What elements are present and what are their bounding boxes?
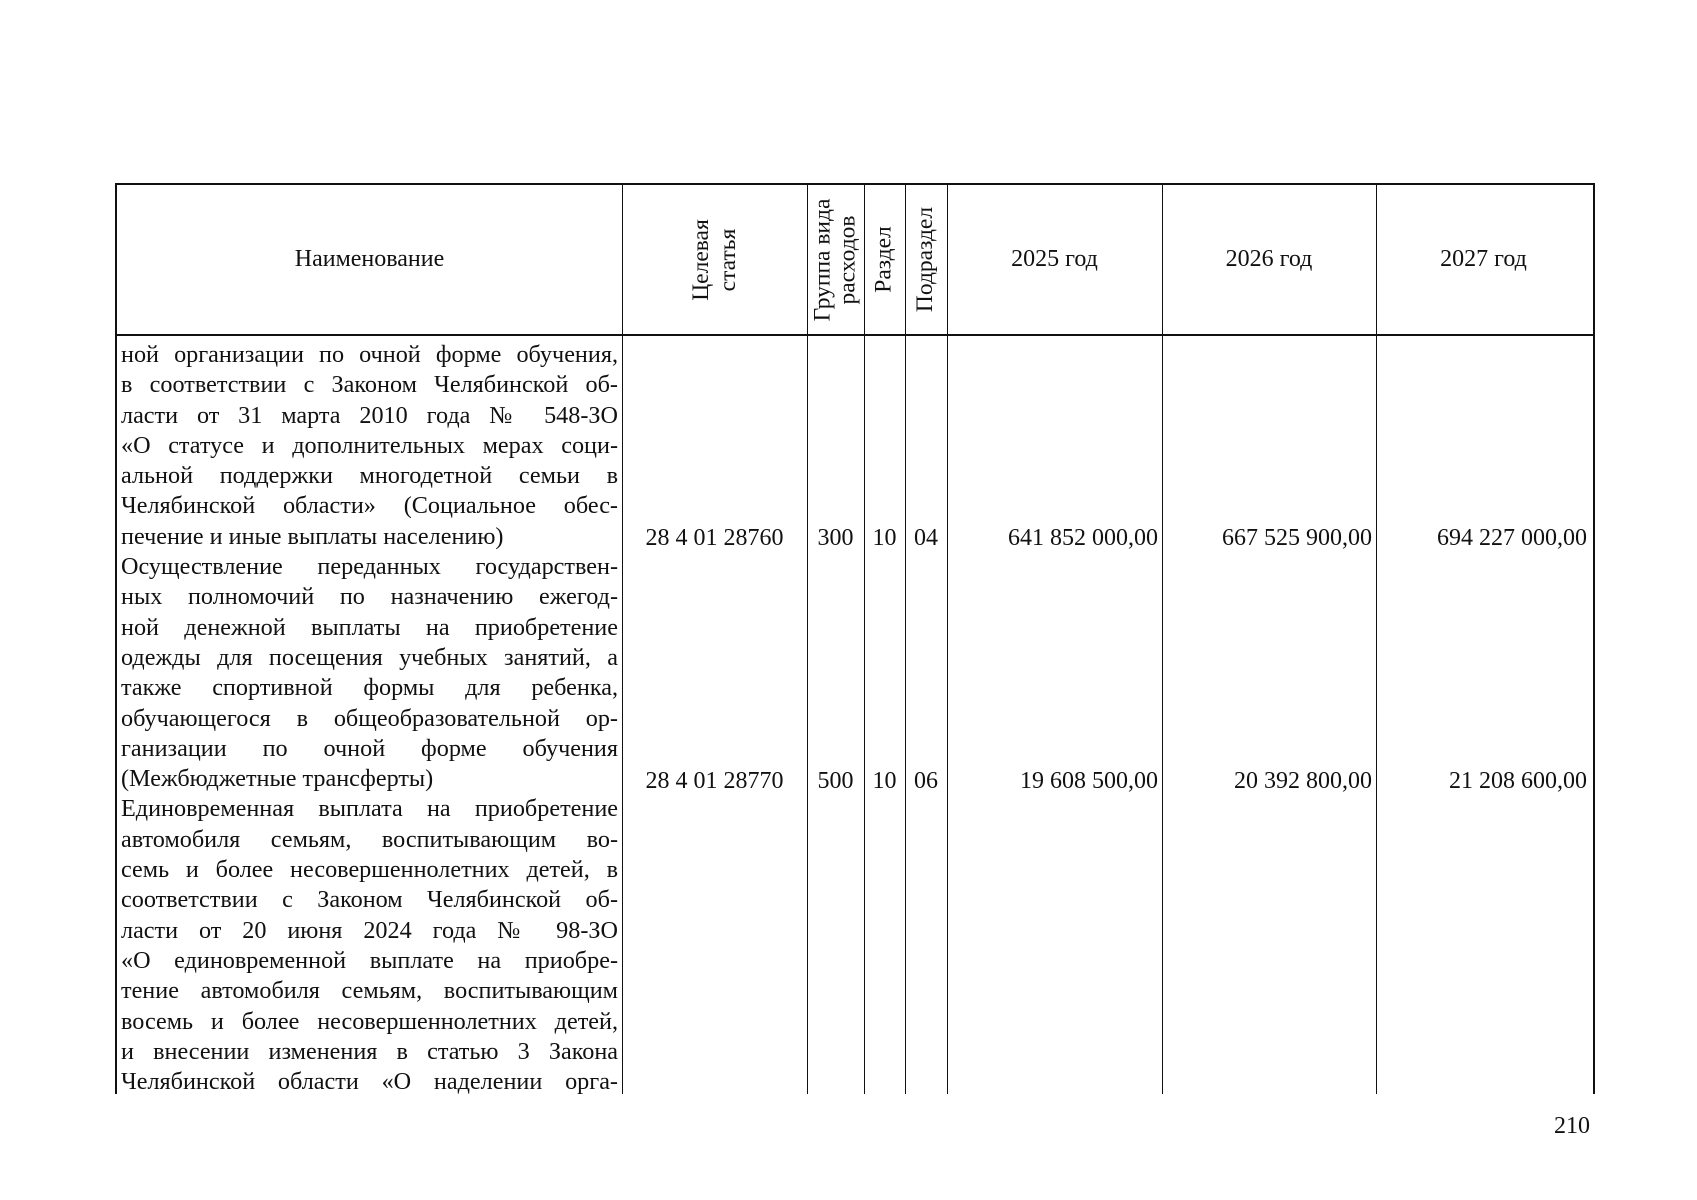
header-2027 (1376, 185, 1591, 334)
row-name-line: тение автомобиля семьям, воспитывающим (121, 977, 618, 1005)
row-name-line: Челябинской области» (Социальное обес- (121, 492, 618, 520)
row-name-line: Челябинской области «О наделении орга- (121, 1068, 618, 1096)
row1-section: 10 (872, 525, 897, 551)
row-name-line: печение и иные выплаты населению) (121, 522, 504, 550)
row-name-line: в соответствии с Законом Челябинской об- (121, 371, 618, 399)
header-name (117, 185, 622, 334)
header-target-article-line2: статья (714, 228, 741, 291)
row-name-line: автомобиля семьям, воспитывающим во- (121, 825, 618, 853)
header-subsection (905, 185, 947, 334)
header-2025 (947, 185, 1162, 334)
header-section (864, 185, 905, 334)
row-name-line: и внесении изменения в статью 3 Закона (121, 1037, 618, 1065)
row-name-line: ласти от 31 марта 2010 года № 548-ЗО (121, 401, 618, 429)
page-number: 210 (1554, 1113, 1590, 1139)
row2-subsection: 06 (914, 768, 938, 794)
header-expense-group-line2: расходов (834, 214, 861, 305)
header-expense-group (807, 185, 864, 334)
row-name-line: (Межбюджетные трансферты) (121, 765, 434, 793)
budget-table (115, 183, 1595, 1094)
row-name-line: «О статусе и дополнительных мерах соци- (121, 431, 618, 459)
row-name-line: семь и более несовершеннолетних детей, в (121, 856, 618, 884)
row-name-line: ных полномочий по назначению ежегод- (121, 583, 618, 611)
row1-target-article: 28 4 01 28760 (645, 525, 784, 551)
header-divider (117, 334, 1593, 336)
row-name-line: Осуществление переданных государствен- (121, 553, 618, 581)
row-name-line: восемь и более несовершеннолетних детей, (121, 1007, 618, 1035)
header-2026 (1162, 185, 1376, 334)
row-name-line: соответствии с Законом Челябинской об- (121, 886, 618, 914)
header-subsection-label: Подраздел (912, 206, 939, 313)
header-expense-group-line1: Группа вида (809, 198, 836, 321)
row1-2025: 641 852 000,00 (1008, 525, 1158, 551)
row-name-line: ласти от 20 июня 2024 года № 98-ЗО (121, 916, 618, 944)
row-name-2 (117, 552, 622, 794)
row-name-1 (117, 340, 622, 552)
header-target-article-line1: Целевая (687, 218, 714, 301)
row-name-line: обучающегося в общеобразовательной ор- (121, 704, 618, 732)
row2-section: 10 (872, 768, 897, 794)
header-2025-label: 2025 год (1011, 246, 1098, 272)
row1-2027: 694 227 000,00 (1437, 525, 1587, 551)
row2-expense-group: 500 (817, 768, 854, 794)
row2-2026: 20 392 800,00 (1234, 768, 1372, 794)
row-name-line: альной поддержки многодетной семьи в (121, 462, 618, 490)
header-target-article (622, 185, 807, 334)
row-name-line: ганизации по очной форме обучения (121, 734, 618, 762)
row-name-3 (117, 794, 622, 1097)
row2-target-article: 28 4 01 28770 (645, 768, 784, 794)
row-names (117, 340, 622, 1097)
row-name-line: одежды для посещения учебных занятий, а (121, 643, 618, 671)
header-2027-label: 2027 год (1440, 246, 1527, 272)
row1-subsection: 04 (914, 525, 938, 551)
header-2026-label: 2026 год (1225, 246, 1313, 272)
row-name-line: ной организации по очной форме обучения, (121, 341, 618, 368)
row2-2027: 21 208 600,00 (1449, 768, 1587, 794)
row1-2026: 667 525 900,00 (1222, 525, 1372, 551)
row1-expense-group: 300 (817, 525, 854, 551)
row-name-line: ной денежной выплаты на приобретение (121, 613, 618, 641)
header-name-label: Наименование (294, 246, 445, 272)
row-name-line: «О единовременной выплате на приобре- (121, 946, 618, 974)
row-name-line: Единовременная выплата на приобретение (121, 795, 618, 823)
row-name-line: также спортивной формы для ребенка, (121, 674, 618, 702)
row2-2025: 19 608 500,00 (1020, 768, 1158, 794)
header-section-label: Раздел (871, 226, 898, 293)
